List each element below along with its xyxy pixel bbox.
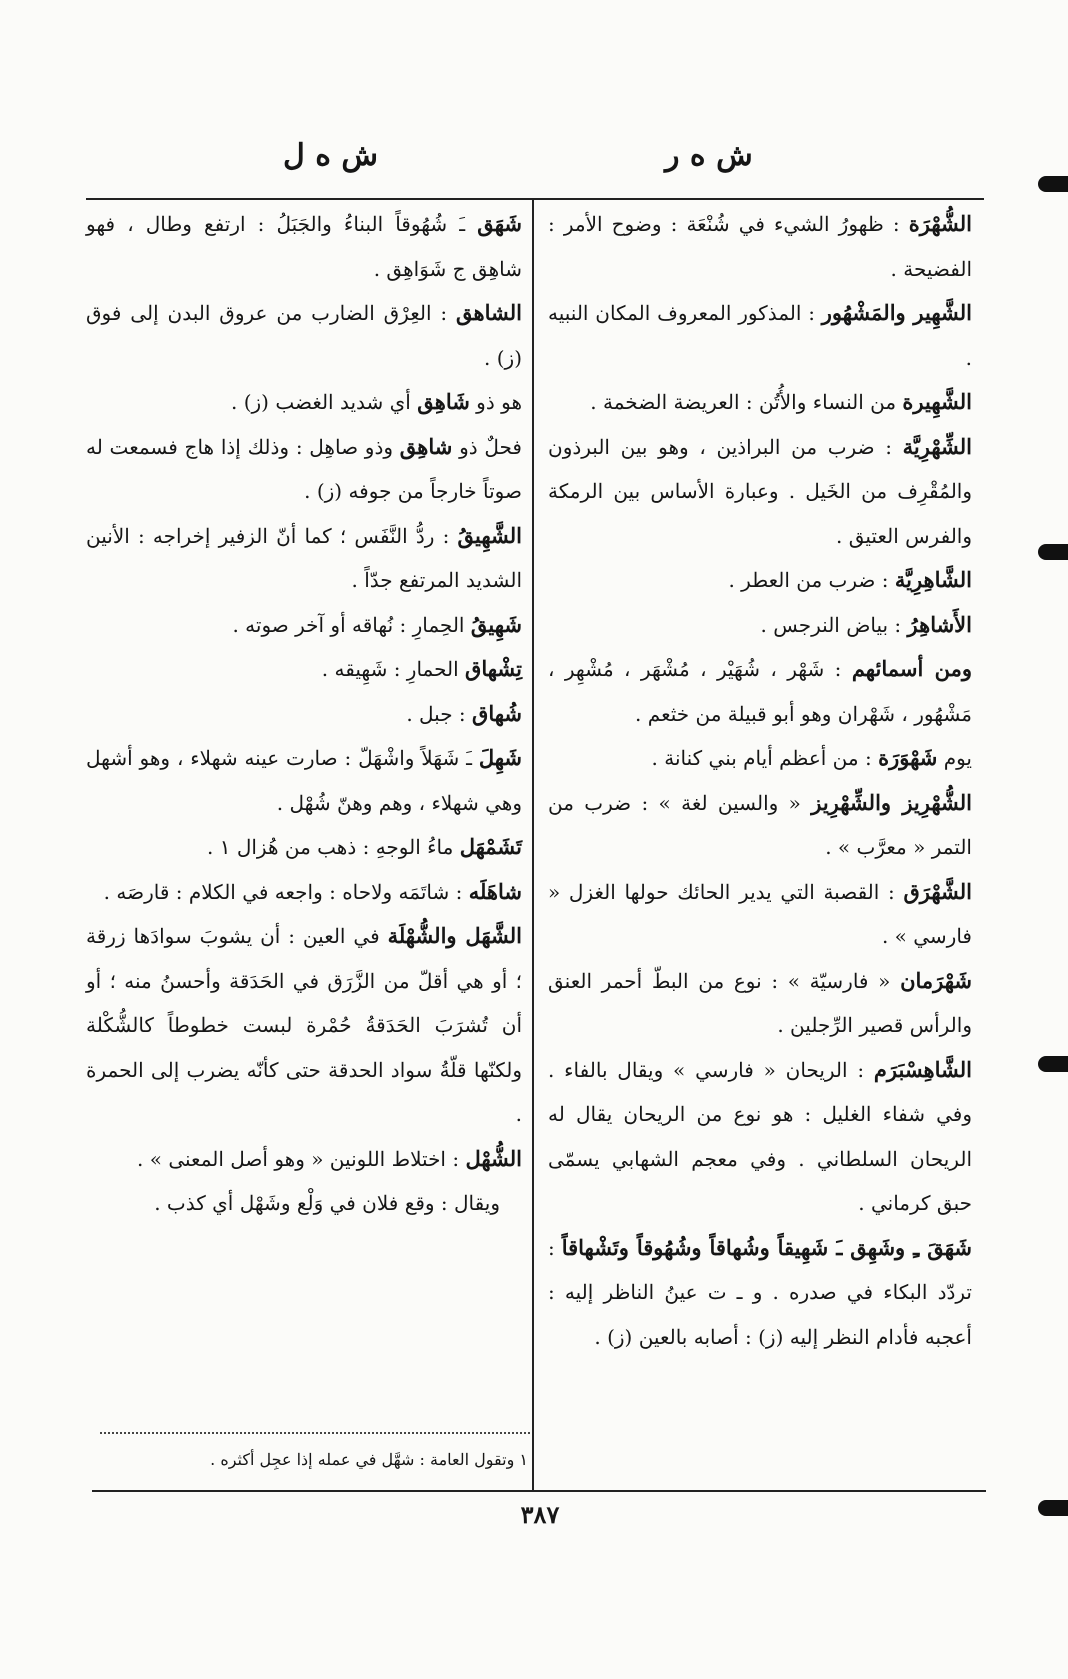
dictionary-entry (548, 558, 972, 603)
scan-edge-mark (1038, 544, 1068, 560)
left-column (86, 202, 522, 1226)
scan-edge-mark (1038, 1500, 1068, 1516)
entry-prefix: فحلٌ ذو (452, 434, 522, 459)
dictionary-entry (86, 1137, 522, 1182)
footnote: ١ وتقول العامة : شهَّل في عمله إذا عجِل أكثره . (210, 1450, 528, 1469)
entry-headword: شَاهِق (417, 389, 470, 414)
dictionary-entry (548, 736, 972, 781)
top-rule (86, 198, 984, 200)
entry-headword: شَهَقَ ـِ وشَهِق ـَ شَهِيقاً وشُهاقاً وشُهُوقاً وتَشْهاقاً (561, 1234, 972, 1260)
entry-definition: في العين : أن يشوبَ سوادَها زرقة ؛ أو هي أقلّ من الزَّرَق في الحَدَقة وأحسنُ منه ؛ أو أن تُشرَبَ الحَدَقةُ حُمْرة لبست خطوطاً كالشُّكْلة ولكنّها قلّةُ سواد الحدقة حتى كأنّه يضرب إلى الحمرة . (86, 924, 522, 1126)
entry-definition: الحِمارِ : نُهاقه أو آخر صوته . (232, 612, 471, 637)
entry-definition: : شَهْر ، شُهَيْر ، مُشْهَر ، مُشْهِر ، مَشْهُور ، شَهْران وهو أبو قبيلة من خثعم . (548, 657, 972, 726)
dictionary-entry (548, 1226, 972, 1360)
page-header-left-root: ش ه ل (283, 138, 379, 173)
entry-definition: الحمارِ : شَهِيقه . (321, 657, 466, 681)
entry-headword: شاهِق (399, 433, 453, 459)
dictionary-entry (86, 1181, 522, 1226)
entry-headword: الشُّهْل (465, 1145, 522, 1171)
entry-definition: : الريحان « فارسي » ويقال بالفاء . وفي شفاء الغليل : هو نوع من الريحان يقال له الريحان السلطاني . وفي معجم الشهابي يسمّى حبق كرماني . (548, 1057, 972, 1215)
entry-definition: : العِرْق الضارب من عروق البدن إلى فوق (ز) . (86, 301, 522, 370)
entry-headword: الشُّهْرَة (908, 211, 972, 236)
entry-headword: شُهاق (472, 700, 522, 726)
entry-headword: شَهَق (477, 211, 522, 236)
dictionary-entry (548, 870, 972, 959)
entry-prefix: يوم (937, 746, 972, 770)
entry-definition: أي شديد الغضب (ز) . (231, 390, 418, 414)
scan-edge-mark (1038, 176, 1068, 192)
dictionary-entry (548, 425, 972, 559)
entry-headword: الشُّهْرِيز والشِّهْرِيز (811, 789, 972, 815)
entry-headword: الأَشاهِرُ (907, 611, 972, 637)
entry-headword: شَهِلَ (478, 745, 522, 770)
entry-definition: : ردُّ النَّفَس ؛ كما أنّ الزفير إخراجه : الأنين الشديد المرتفع جدّاً . (86, 523, 522, 592)
dictionary-entry (86, 914, 522, 1137)
dictionary-entry (86, 825, 522, 870)
entry-headword: شَهِيقُ (470, 611, 522, 637)
dictionary-entry (86, 692, 522, 737)
entry-headword: الشاهق (456, 300, 522, 325)
entry-definition: وذو صاهِل : وذلك إذا هاج فسمعت له صوتاً خارجاً من جوفه (ز) . (86, 434, 522, 503)
entry-definition: : بياض النرجس . (760, 612, 908, 637)
entry-definition: : اختلاط اللونين « وهو أصل المعنى » . (137, 1146, 466, 1171)
dictionary-entry (548, 781, 972, 870)
dictionary-entry (86, 380, 522, 425)
entry-definition: : شاتَمَه ولاحاه : واجعه في الكلام : قارصَه . (103, 879, 469, 904)
entry-definition: : جبل . (406, 701, 473, 726)
scan-edge-mark (1038, 1056, 1068, 1072)
entry-definition: ـَ شُهُوقاً البناءُ والجَبَلُ : ارتفع وطال ، فهو شاهِق ج شَوَاهِق . (86, 212, 522, 281)
dictionary-entry (86, 647, 522, 692)
entry-headword: الشَّهِيرة (902, 389, 972, 414)
dictionary-entry (86, 736, 522, 825)
entry-headword: الشَّهِير والمَشْهُور (821, 300, 972, 325)
dictionary-entry (86, 291, 522, 380)
dictionary-entry (548, 647, 972, 736)
entry-definition: : المذكور المعروف المكان النبيه . (548, 301, 972, 370)
entry-definition: من النساء والأُتُن : العريضة الضخمة . (590, 390, 903, 414)
dictionary-entry (86, 514, 522, 603)
entry-definition: : ضرب من العطر . (728, 568, 895, 592)
entry-headword: ومن أسمائهم (851, 656, 973, 681)
footnote-separator (100, 1432, 530, 1434)
entry-headword: شاهَلَه (468, 878, 522, 904)
entry-prefix: هو ذو (469, 390, 522, 414)
entry-definition: : تردّد البكاء في صدره . و ـ ت عينُ الناظر إليه : أعجبه فأدام النظر إليه (ز) : أصابه بالعين (ز) . (548, 1235, 972, 1349)
entry-headword: الشَّاهِسْبَرَم (873, 1056, 972, 1082)
entry-definition: : من أعظم أيام بني كنانة . (651, 746, 879, 770)
dictionary-entry (86, 603, 522, 648)
entry-definition: : القصبة التي يدير الحائك حولها الغزل « فارسي » . (548, 879, 972, 948)
column-divider (532, 200, 534, 1490)
dictionary-entry (548, 959, 972, 1048)
entry-headword: الشَّهَل والشُّهْلَة (387, 923, 522, 948)
dictionary-entry (86, 202, 522, 291)
entry-headword: تَشَمْهَل (459, 834, 522, 859)
dictionary-entry (548, 202, 972, 291)
entry-headword: شَهْوَرَة (878, 745, 938, 770)
entry-definition: ـَ شَهَلاً واشْهَلّ : صارت عينه شهلاء ، وهو أشهل وهي شهلاء ، وهم وهنّ شُهْل . (86, 746, 522, 815)
page-header-right-root: ش ه ر (665, 138, 753, 173)
entry-definition: « فارسيّة » : نوع من البطّ أحمر العنق والرأس قصير الرِّجلين . (548, 968, 972, 1037)
dictionary-entry (86, 870, 522, 915)
entry-headword: تِشْهاق (465, 656, 522, 681)
dictionary-entry (548, 603, 972, 648)
dictionary-entry (86, 425, 522, 514)
entry-definition: « والسين لغة » : ضرب من التمر « معرَّب » . (548, 790, 972, 859)
entry-definition: ويقال : وقع فلان في وَلْع وشَهْل أي كذب . (154, 1191, 500, 1215)
entry-definition: : ضرب من البراذين ، وهو بين البرذون والمُقْرِف من الخَيل . وعبارة الأساس بين الرمكة والفرس العتيق . (548, 434, 972, 548)
right-column (548, 202, 972, 1359)
entry-definition: : ظهورُ الشيء في شُنْعَة : وضوح الأمر : الفضيحة . (548, 212, 972, 281)
entry-headword: الشَّهِيقُ (457, 522, 522, 548)
entry-headword: الشَّاهِرِيَّة (894, 567, 972, 592)
dictionary-entry (548, 1048, 972, 1226)
dictionary-entry (548, 291, 972, 380)
page-number: ٣٨٧ (520, 1500, 560, 1529)
entry-headword: الشَّهْرَق (903, 878, 972, 904)
entry-headword: شَهْرَمان (900, 967, 972, 993)
entry-definition: ماءُ الوجهِ : ذهب من هُزال ١ . (207, 835, 460, 859)
dictionary-entry (548, 380, 972, 425)
bottom-rule (92, 1490, 986, 1492)
entry-headword: الشِّهْرِيَّة (902, 433, 972, 459)
